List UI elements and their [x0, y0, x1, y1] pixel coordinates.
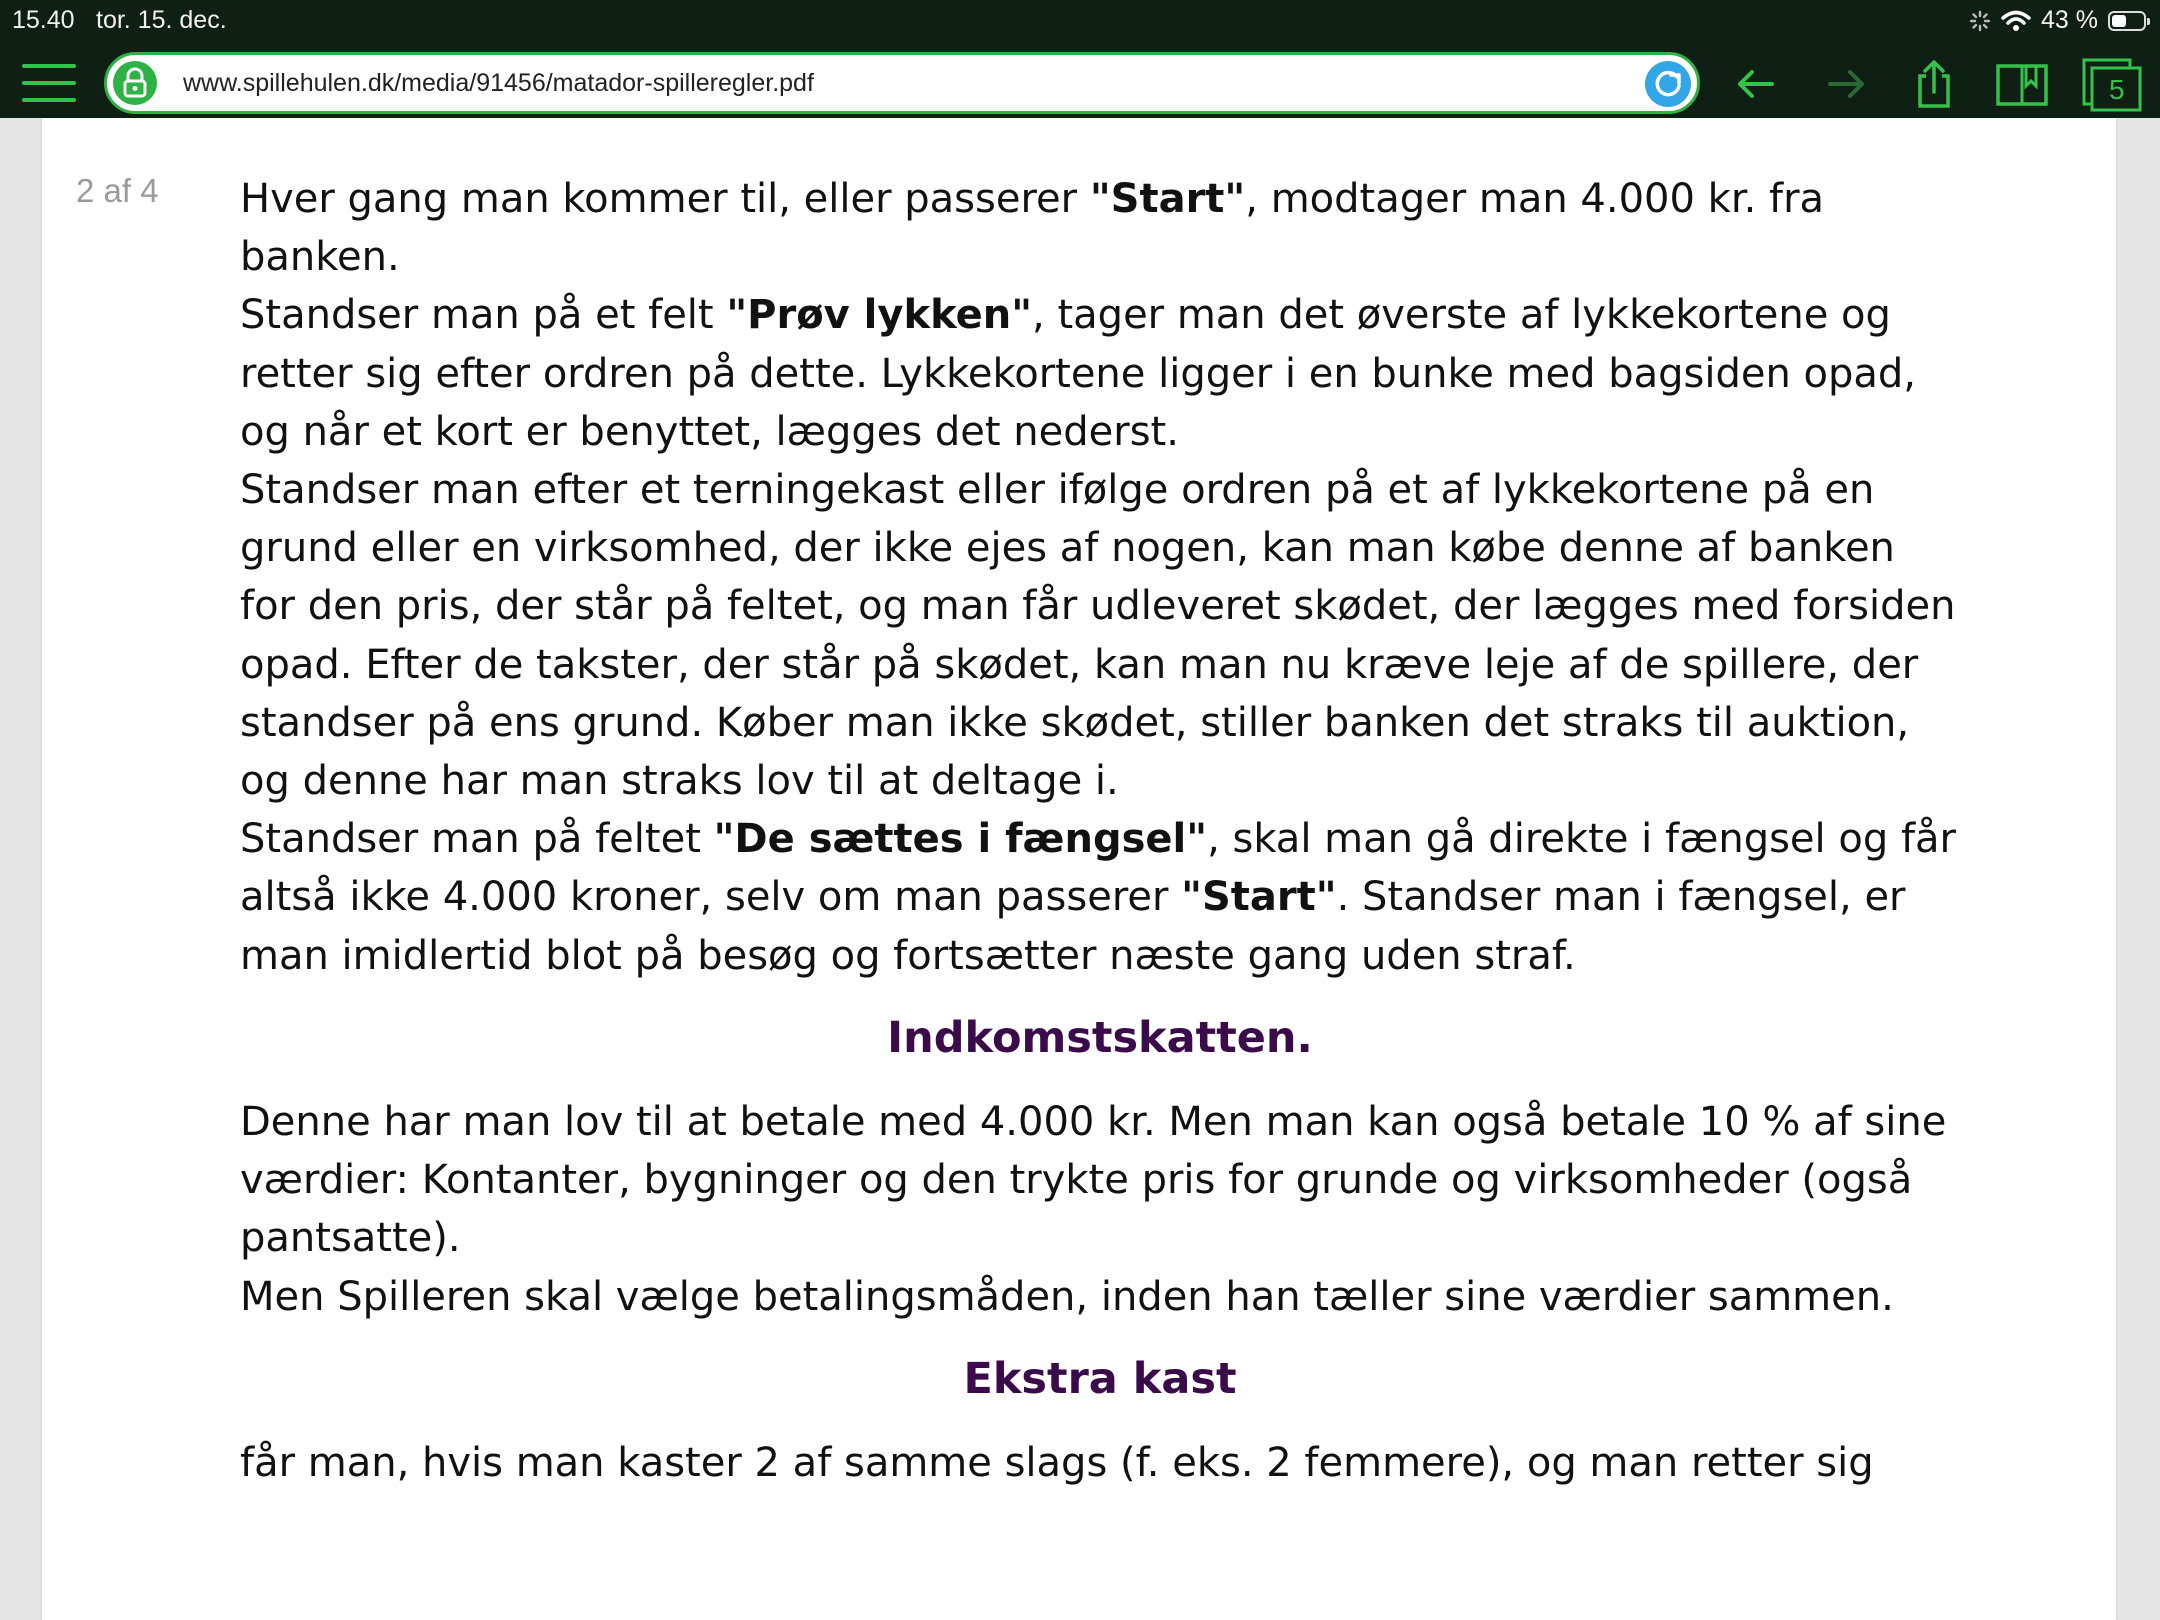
pdf-page[interactable]	[42, 118, 2116, 1620]
document-content	[240, 170, 1960, 1492]
status-time: 15.40	[12, 6, 75, 34]
paragraph-start	[240, 170, 1960, 286]
paragraph-chance	[240, 286, 1960, 461]
heading-income-tax: Indkomstskatten.	[887, 1012, 1313, 1063]
heading-extra-roll: Ekstra kast	[963, 1353, 1237, 1404]
browser-toolbar	[0, 48, 2160, 118]
status-date: tor. 15. dec.	[96, 6, 227, 34]
back-arrow-icon[interactable]	[1728, 56, 1784, 112]
address-bar[interactable]	[104, 52, 1700, 114]
page-indicator: 2 af 4	[76, 172, 159, 209]
text: Standser man på et felt	[240, 292, 727, 339]
text: , skal man gå direkte i fængsel og får altså ikke 4.000 kroner, selv om man passerer	[240, 816, 1956, 921]
tabs-icon[interactable]	[2080, 56, 2144, 112]
wifi-icon	[2001, 10, 2031, 32]
text: . Standser man i fængsel, er man imidlertid blot på besøg og fortsætter næste gang uden straf.	[240, 874, 1906, 979]
text: , modtager man 4.000 kr. fra banken.	[240, 176, 1825, 281]
paragraph-extra-roll: får man, hvis man kaster 2 af samme slags (f. eks. 2 femmere), og man retter sig	[240, 1440, 1874, 1487]
share-icon[interactable]	[1906, 56, 1962, 112]
battery-icon	[2108, 11, 2146, 31]
forward-arrow-icon[interactable]	[1818, 56, 1874, 112]
lock-icon	[113, 61, 157, 105]
bold-text: "Start"	[1181, 874, 1337, 921]
paragraph-payment-method: Men Spilleren skal vælge betalingsmåden, inden han tæller sine værdier sammen.	[240, 1273, 1894, 1320]
tabs-count: 5	[2109, 74, 2125, 105]
paragraph-property: Standser man efter et terningekast eller ifølge ordren på et af lykkekortene på en grund eller en virksomhed, der ikke ejes af nogen, kan man købe denne af banken for den pris, der står på feltet, og man får udleveret skødet, der lægges med forsiden opad. Efter de takster, der står på skødet, kan man nu kræve leje af de spillere, der standser på ens grund. Køber man ikke skødet, stiller banken det straks til auktion, og denne har man straks lov til at deltage i.	[240, 467, 1956, 805]
bookmarks-icon[interactable]	[1994, 56, 2050, 112]
reload-icon[interactable]	[1645, 61, 1691, 107]
text: Standser man på feltet	[240, 816, 714, 863]
paragraph-income-tax: Denne har man lov til at betale med 4.000 kr. Men man kan også betale 10 % af sine værdier: Kontanter, bygninger og den trykte pris for grunde og virksomheder (også pantsatte).	[240, 1099, 1947, 1262]
status-bar	[0, 0, 2160, 48]
bold-text: "Start"	[1089, 176, 1246, 222]
bold-text: "De sættes i fængsel"	[713, 816, 1208, 863]
battery-percent: 43 %	[2041, 6, 2098, 34]
paragraph-jail	[240, 810, 1960, 985]
status-right	[1969, 6, 2146, 35]
text: Hver gang man kommer til, eller passerer	[240, 176, 1090, 222]
menu-icon[interactable]	[22, 60, 76, 106]
activity-icon	[1969, 10, 1991, 32]
text: , tager man det øverste af lykkekortene og retter sig efter ordren på dette. Lykkekortene ligger i en bunke med bagsiden opad, og når et kort er benyttet, lægges det nederst.	[240, 292, 1917, 455]
bold-text: "Prøv lykken"	[726, 292, 1033, 339]
url-text[interactable]: www.spillehulen.dk/media/91456/matador-spilleregler.pdf	[183, 69, 814, 97]
